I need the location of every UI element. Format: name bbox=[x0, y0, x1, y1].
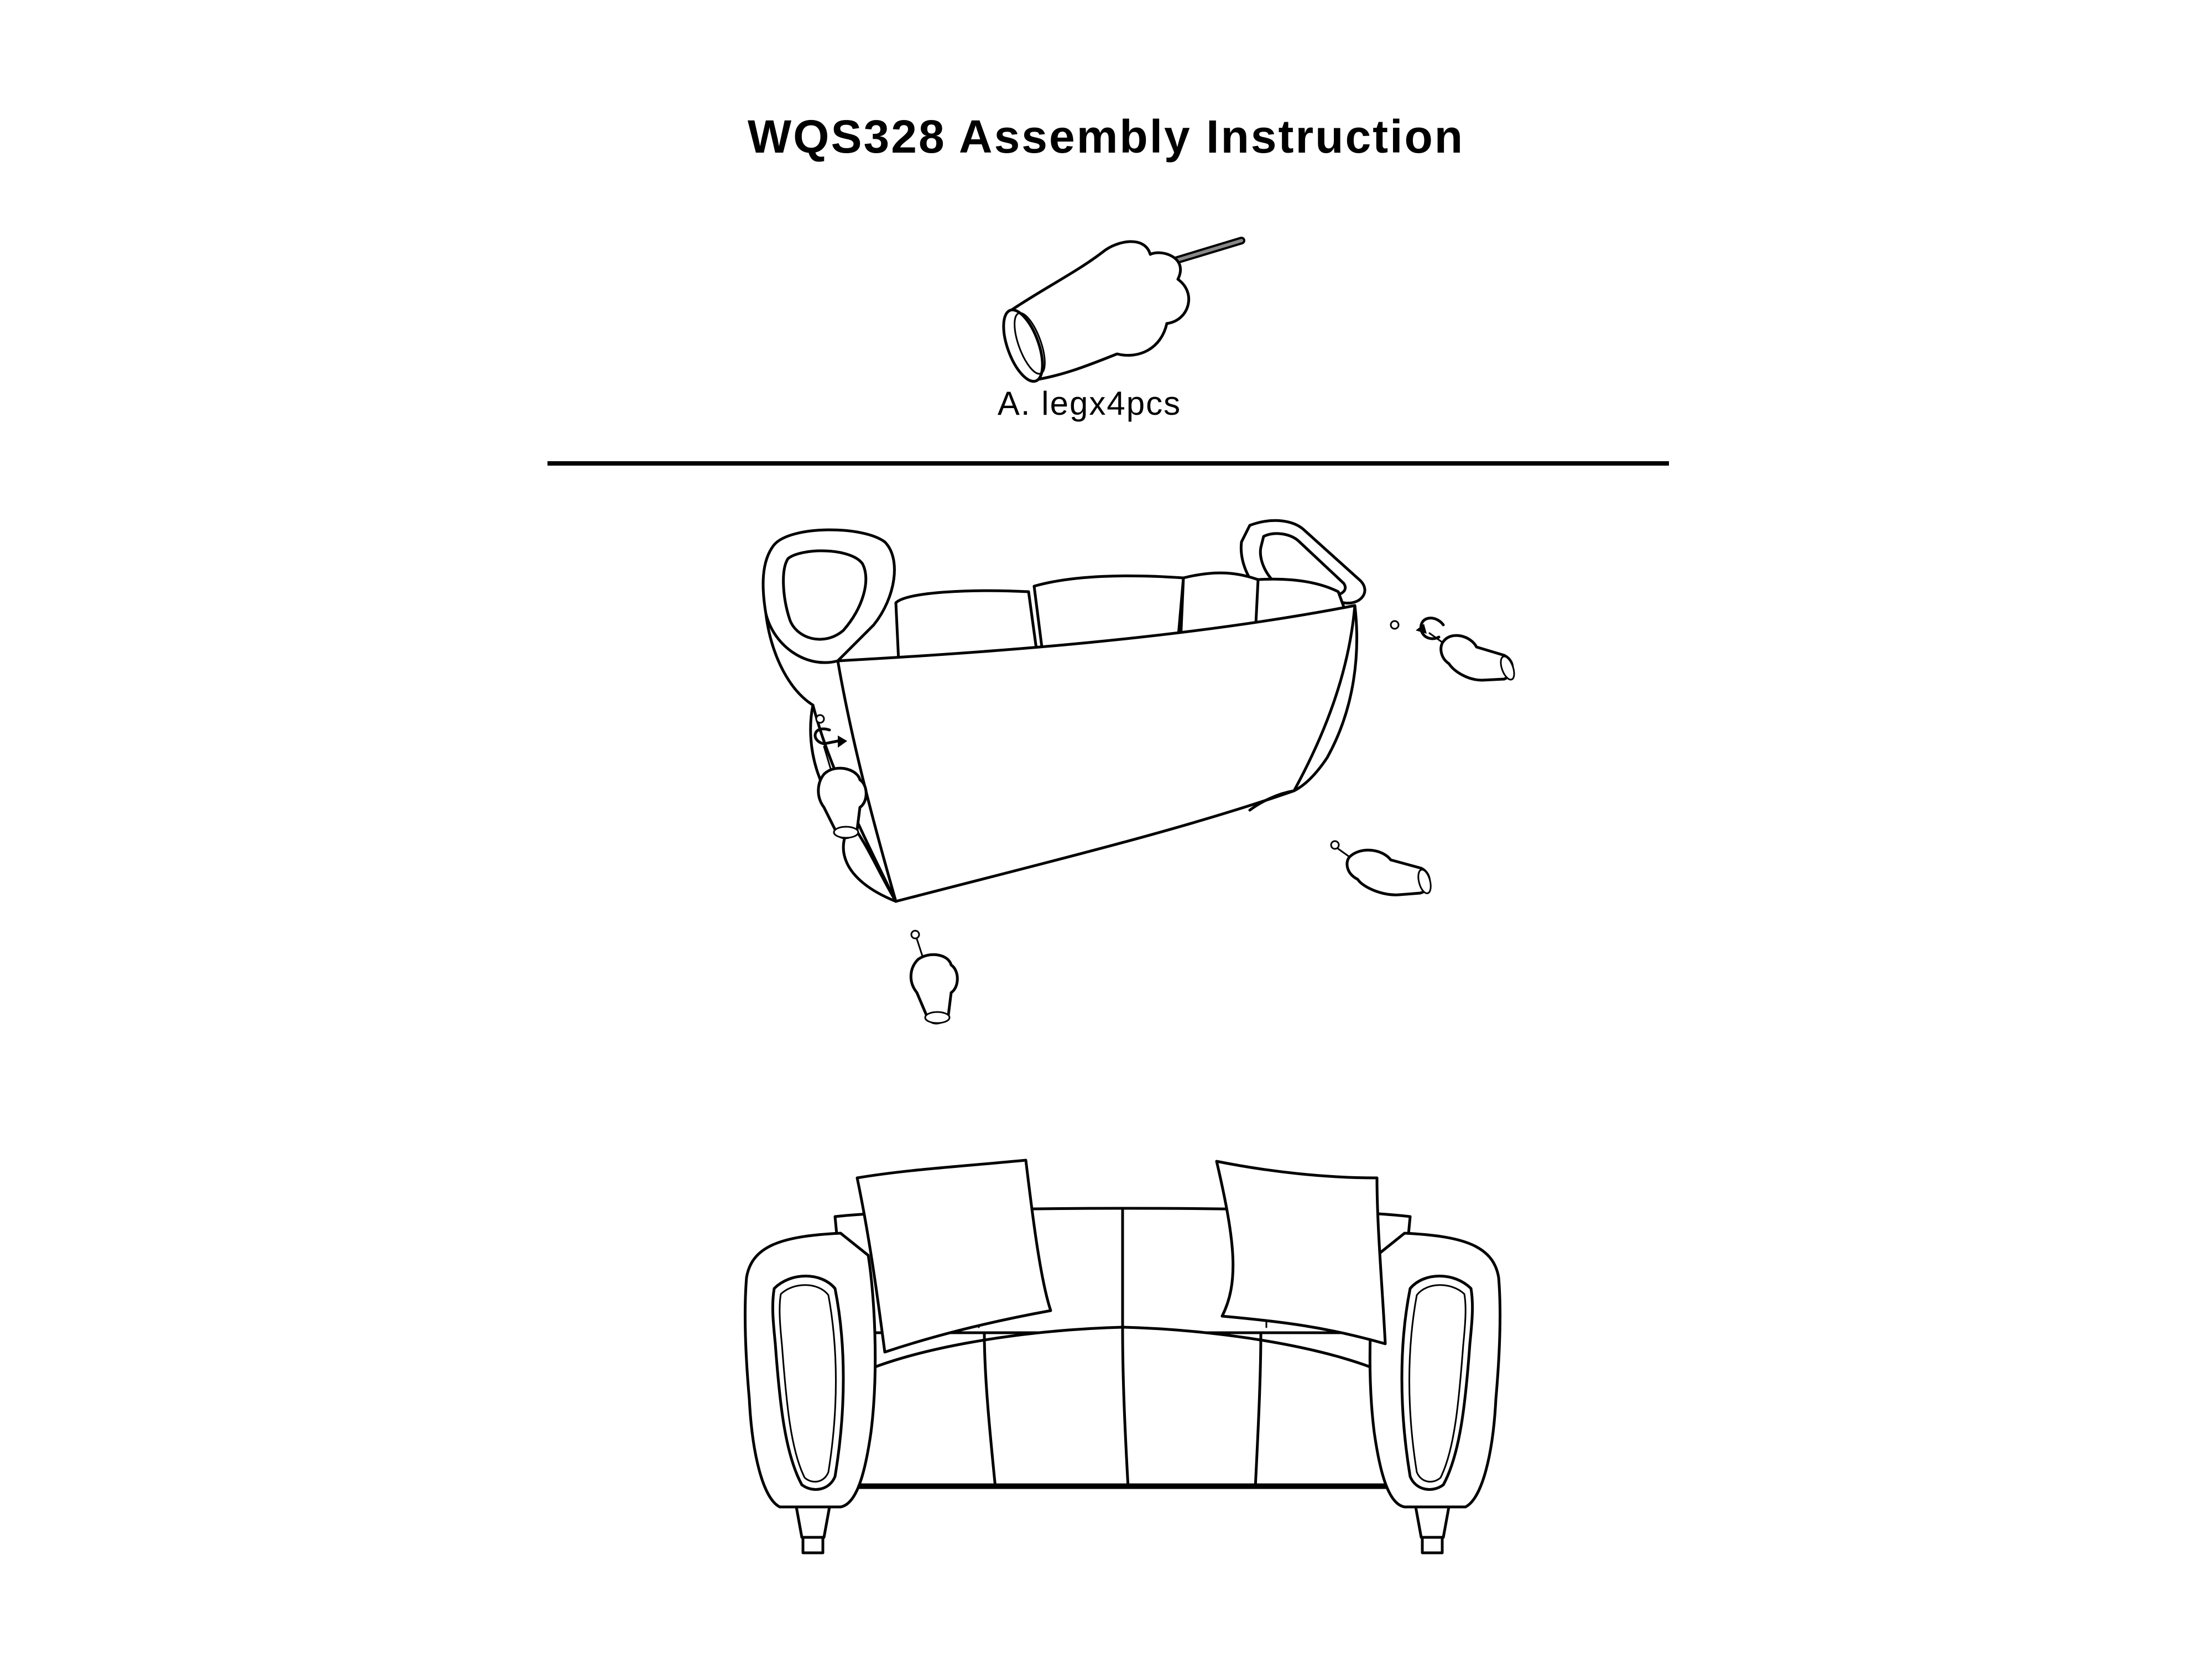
sofa-upside-down-icon bbox=[741, 514, 1526, 1045]
sofa-leg-icon bbox=[979, 232, 1255, 387]
part-a-label: A. legx4pcs bbox=[997, 385, 1182, 422]
page-title: WQS328 Assembly Instruction bbox=[747, 111, 1465, 163]
sofa-assembled-icon bbox=[741, 1145, 1504, 1565]
sofa-leg-icon bbox=[911, 939, 957, 1023]
sofa-leg-icon bbox=[1338, 849, 1433, 895]
sofa-leg-icon bbox=[1430, 633, 1517, 681]
section-divider bbox=[547, 461, 1669, 466]
